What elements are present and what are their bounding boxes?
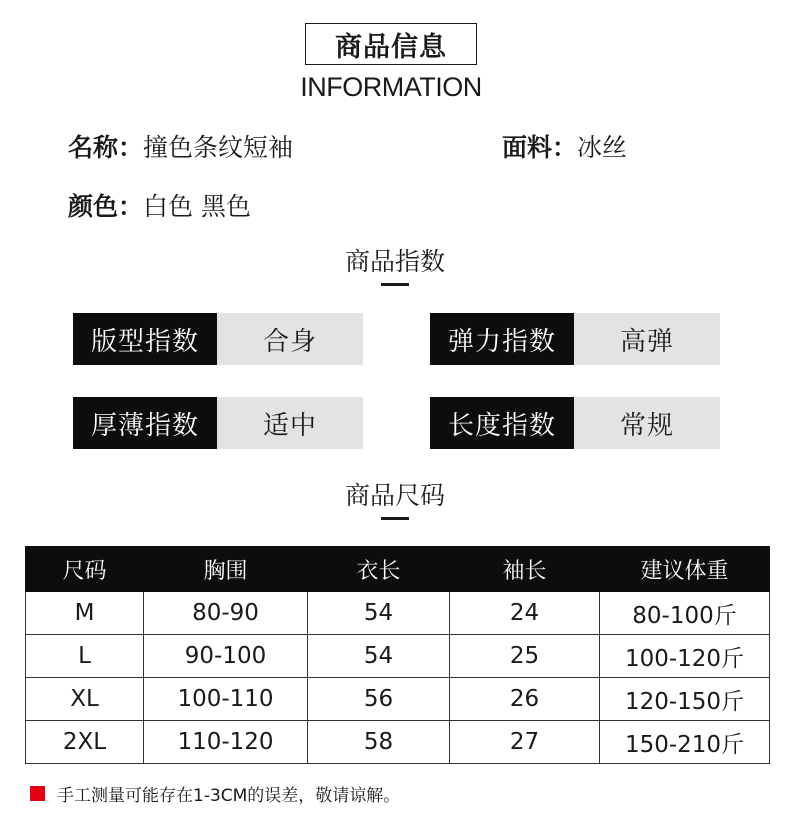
table-cell: 27 (450, 721, 600, 764)
table-cell: 26 (450, 678, 600, 721)
index-label: 厚薄指数 (73, 397, 217, 449)
header-size: 尺码 (26, 547, 144, 592)
header-chest: 胸围 (144, 547, 308, 592)
color-label: 颜色： (68, 192, 144, 221)
table-cell: 54 (308, 592, 450, 635)
index-value: 合身 (217, 313, 363, 365)
header-sleeve: 袖长 (450, 547, 600, 592)
table-cell: 90-100 (144, 635, 308, 678)
header-weight: 建议体重 (600, 547, 770, 592)
table-cell: 56 (308, 678, 450, 721)
index-value: 常规 (574, 397, 720, 449)
table-cell: XL (26, 678, 144, 721)
size-table (25, 546, 770, 764)
index-section-underline (381, 283, 409, 286)
table-cell: 58 (308, 721, 450, 764)
table-cell: M (26, 592, 144, 635)
table-cell: 54 (308, 635, 450, 678)
table-row (26, 635, 770, 678)
fabric-value: 冰丝 (577, 133, 628, 162)
index-value: 适中 (217, 397, 363, 449)
title-box (305, 23, 477, 65)
header-length: 衣长 (308, 547, 450, 592)
table-cell: 80-90 (144, 592, 308, 635)
measurement-note (30, 781, 400, 806)
name-value: 撞色条纹短袖 (143, 133, 294, 162)
table-cell: 25 (450, 635, 600, 678)
table-cell: 120-150斤 (600, 678, 770, 721)
table-cell: 150-210斤 (600, 721, 770, 764)
page-title: 商品信息 (335, 31, 447, 63)
index-card-length (430, 397, 720, 449)
index-section-title: 商品指数 (344, 247, 445, 276)
index-card-fit (73, 313, 363, 365)
index-label: 弹力指数 (430, 313, 574, 365)
table-row (26, 592, 770, 635)
table-row (26, 678, 770, 721)
name-label: 名称： (68, 133, 144, 162)
note-text: 手工测量可能存在1-3CM的误差，敬请谅解。 (57, 786, 401, 806)
index-label: 版型指数 (73, 313, 217, 365)
table-cell: 100-120斤 (600, 635, 770, 678)
size-section-underline (381, 517, 409, 520)
info-name (68, 131, 293, 165)
size-section-title: 商品尺码 (344, 481, 445, 510)
page-subtitle: INFORMATION (300, 72, 482, 102)
table-cell: 24 (450, 592, 600, 635)
info-color (68, 190, 251, 224)
index-card-elasticity (430, 313, 720, 365)
fabric-label: 面料： (502, 133, 578, 162)
color-value: 白色 黑色 (143, 192, 251, 221)
size-table-header-row (26, 547, 770, 592)
info-fabric (502, 131, 627, 165)
table-cell: 110-120 (144, 721, 308, 764)
index-card-thickness (73, 397, 363, 449)
table-cell: 80-100斤 (600, 592, 770, 635)
index-label: 长度指数 (430, 397, 574, 449)
table-cell: 2XL (26, 721, 144, 764)
table-cell: 100-110 (144, 678, 308, 721)
index-value: 高弹 (574, 313, 720, 365)
table-cell: L (26, 635, 144, 678)
red-square-icon (30, 786, 45, 801)
table-row (26, 721, 770, 764)
